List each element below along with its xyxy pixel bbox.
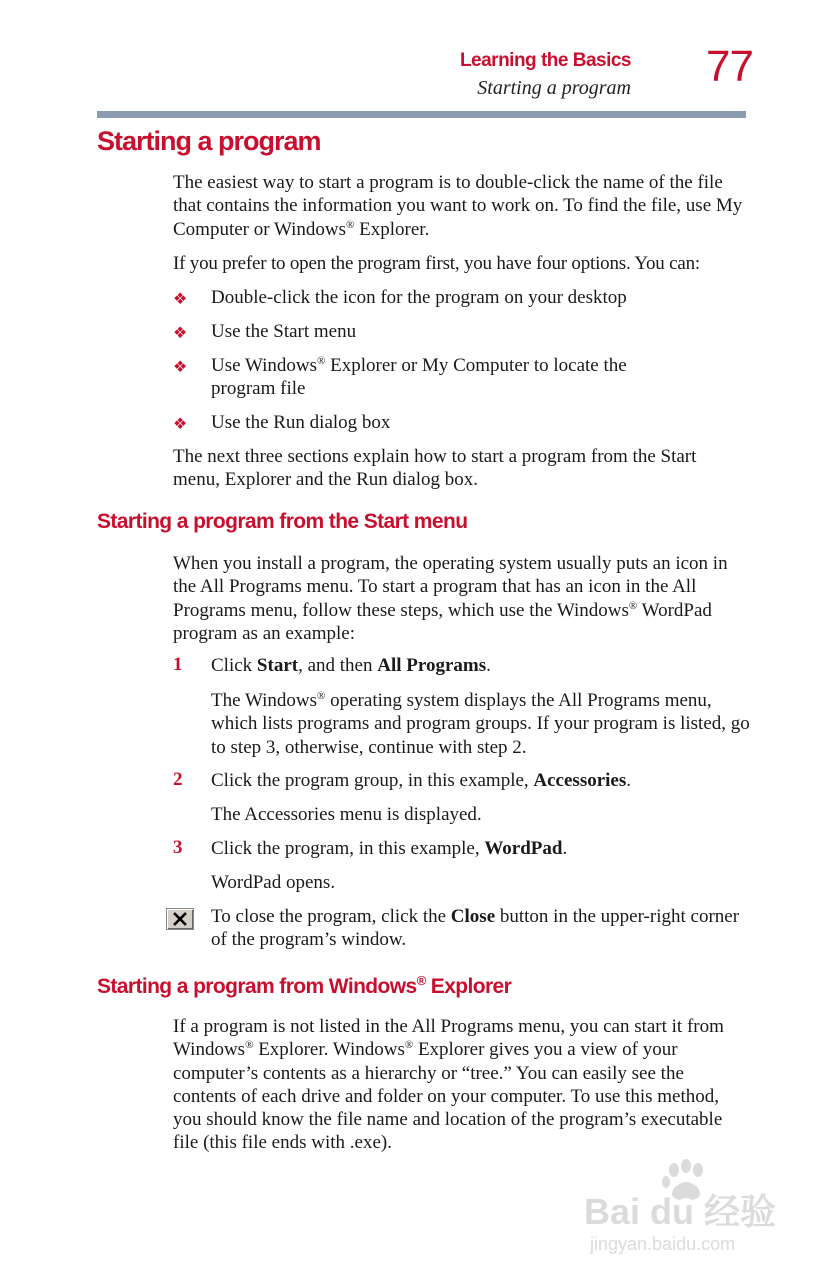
outro-paragraph: The next three sections explain how to start a program from the Start menu, Explorer and the Run dialog box. bbox=[173, 446, 697, 491]
step-2: Click the program group, in this example, Accessories. bbox=[211, 770, 632, 791]
header-rule bbox=[97, 111, 746, 118]
step-1: Click Start, and then All Programs. bbox=[211, 655, 491, 676]
bullet-diamond-icon: ❖ bbox=[173, 291, 188, 308]
watermark bbox=[582, 1158, 782, 1258]
running-header-chapter: Learning the Basics bbox=[459, 50, 631, 71]
step-1-note: The Windows® operating system displays the All Programs menu, which lists programs and program groups. If your program is listed, go to step 3, otherwise, continue with step 2. bbox=[211, 690, 750, 758]
step-number: 2 bbox=[173, 769, 183, 790]
section1-intro: When you install a program, the operating system usually puts an icon in the All Programs menu. To start a program that has an icon in the All Programs menu, follow these steps, which use the Windows® WordPad program as an example: bbox=[173, 553, 728, 644]
intro-paragraph-2: If you prefer to open the program first, you have four options. You can: bbox=[173, 253, 700, 274]
step-3-note: WordPad opens. bbox=[211, 872, 336, 893]
watermark-url: jingyan.baidu.com bbox=[590, 1234, 736, 1254]
list-item: Use the Start menu bbox=[211, 321, 357, 342]
section-heading-explorer: Starting a program from Windows® Explorer bbox=[97, 973, 512, 998]
step-number: 3 bbox=[173, 837, 183, 858]
baidu-paw-logo-icon bbox=[582, 1158, 782, 1258]
close-note: To close the program, click the Close button in the upper-right corner of the program’s window. bbox=[211, 906, 740, 951]
page-title: Starting a program bbox=[97, 126, 321, 156]
list-item: Use the Run dialog box bbox=[211, 412, 391, 433]
watermark-brand: Bai du 经验 bbox=[584, 1191, 777, 1232]
step-2-note: The Accessories menu is displayed. bbox=[211, 804, 482, 825]
list-item: Double-click the icon for the program on your desktop bbox=[211, 287, 627, 308]
bullet-diamond-icon: ❖ bbox=[173, 416, 188, 433]
section2-body: If a program is not listed in the All Programs menu, you can start it from Windows® Explorer. Windows® Explorer gives you a view of your computer’s contents as a hierarchy or “tree.” You can easily see the contents of each drive and folder on your computer. To use this method, you should know the file name and location of the program’s executable file (this file ends with .exe). bbox=[173, 1016, 724, 1154]
bullet-diamond-icon: ❖ bbox=[173, 359, 188, 376]
close-x-icon bbox=[167, 909, 193, 929]
page-number: 77 bbox=[706, 42, 753, 91]
intro-paragraph-1: The easiest way to start a program is to double-click the name of the file that contains the information you want to work on. To find the file, use My Computer or Windows® Explorer. bbox=[173, 172, 743, 240]
running-header-section: Starting a program bbox=[477, 77, 631, 99]
close-button-icon bbox=[166, 908, 194, 930]
step-number: 1 bbox=[173, 654, 183, 675]
step-3: Click the program, in this example, WordPad. bbox=[211, 838, 568, 859]
section-heading-start-menu: Starting a program from the Start menu bbox=[97, 510, 468, 533]
bullet-diamond-icon: ❖ bbox=[173, 325, 188, 342]
list-item: Use Windows® Explorer or My Computer to locate the program file bbox=[211, 355, 627, 400]
